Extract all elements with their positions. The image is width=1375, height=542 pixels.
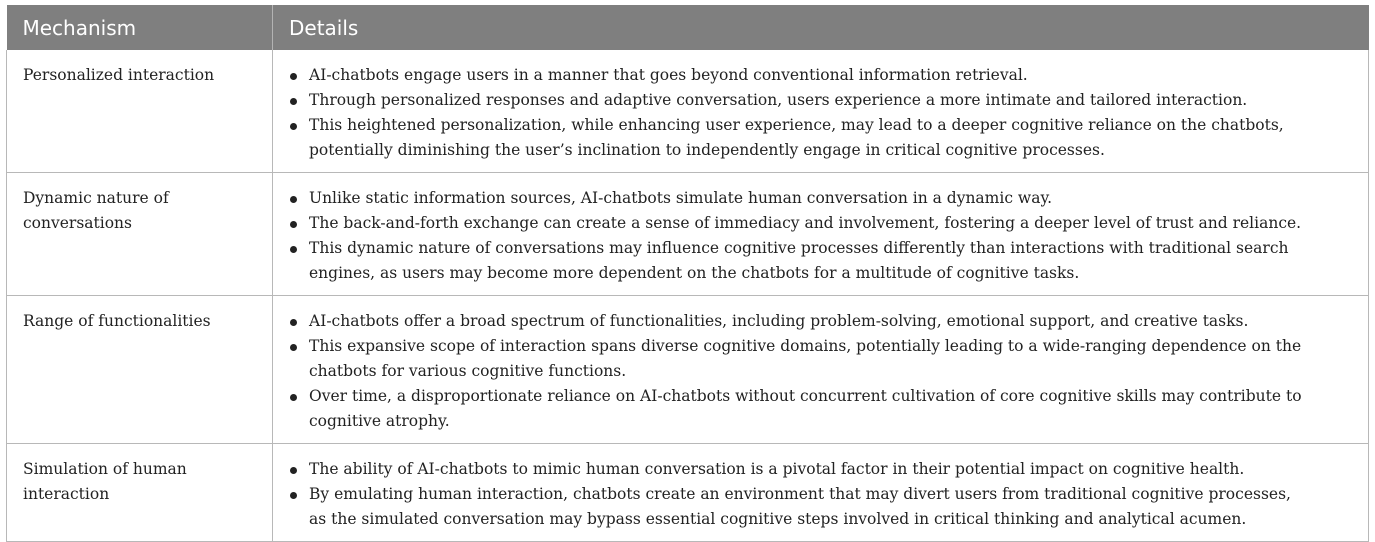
detail-item — [288, 309, 1306, 334]
details-cell — [273, 444, 1369, 542]
bullet-icon — [290, 344, 297, 351]
details-list — [288, 186, 1306, 286]
details-cell — [273, 296, 1369, 444]
detail-item — [288, 88, 1306, 113]
detail-item — [288, 63, 1306, 88]
bullet-icon — [290, 467, 297, 474]
mechanisms-table — [6, 5, 1369, 542]
bullet-icon — [290, 492, 297, 499]
details-list — [288, 63, 1306, 163]
mechanism-cell: Personalized interaction — [7, 50, 273, 173]
detail-text: The ability of AI-chatbots to mimic human conversation is a pivotal factor in their potential impact on cognitive health. — [309, 460, 1245, 478]
bullet-icon — [290, 319, 297, 326]
details-cell — [273, 173, 1369, 296]
bullet-icon — [290, 196, 297, 203]
detail-item — [288, 113, 1306, 163]
detail-text: Through personalized responses and adaptive conversation, users experience a more intimate and tailored interaction. — [309, 91, 1248, 109]
mechanism-cell: Simulation of human interaction — [7, 444, 273, 542]
bullet-icon — [290, 246, 297, 253]
detail-text: AI-chatbots engage users in a manner that goes beyond conventional information retrieval. — [309, 66, 1028, 84]
table-row — [7, 444, 1369, 542]
detail-item — [288, 186, 1306, 211]
details-list — [288, 457, 1306, 532]
header-details: Details — [273, 5, 1369, 50]
detail-text: AI-chatbots offer a broad spectrum of functionalities, including problem-solving, emotional support, and creative tasks. — [309, 312, 1249, 330]
detail-text: By emulating human interaction, chatbots create an environment that may divert users from traditional cognitive processes, as the simulated conversation may bypass essential cognitive steps involved in critical thinking and analytical acumen. — [309, 485, 1291, 528]
bullet-icon — [290, 394, 297, 401]
detail-text: The back-and-forth exchange can create a sense of immediacy and involvement, fostering a deeper level of trust and reliance. — [309, 214, 1302, 232]
detail-text: Over time, a disproportionate reliance on AI-chatbots without concurrent cultivation of core cognitive skills may contribute to cognitive atrophy. — [309, 387, 1302, 430]
bullet-icon — [290, 221, 297, 228]
header-row — [7, 5, 1369, 50]
detail-item — [288, 457, 1306, 482]
bullet-icon — [290, 123, 297, 130]
details-cell — [273, 50, 1369, 173]
detail-item — [288, 384, 1306, 434]
detail-item — [288, 482, 1306, 532]
detail-text: Unlike static information sources, AI-chatbots simulate human conversation in a dynamic way. — [309, 189, 1053, 207]
detail-text: This dynamic nature of conversations may influence cognitive processes differently than interactions with traditional search engines, as users may become more dependent on the chatbots for a multitude of cognitive tasks. — [309, 239, 1289, 282]
table-row — [7, 173, 1369, 296]
detail-text: This heightened personalization, while enhancing user experience, may lead to a deeper cognitive reliance on the chatbots, potentially diminishing the user’s inclination to independently engage in critical cognitive processes. — [309, 116, 1284, 159]
detail-item — [288, 236, 1306, 286]
detail-text: This expansive scope of interaction spans diverse cognitive domains, potentially leading to a wide-ranging dependence on the chatbots for various cognitive functions. — [309, 337, 1302, 380]
bullet-icon — [290, 98, 297, 105]
table-row — [7, 50, 1369, 173]
details-list — [288, 309, 1306, 434]
detail-item — [288, 334, 1306, 384]
detail-item — [288, 211, 1306, 236]
table-row — [7, 296, 1369, 444]
bullet-icon — [290, 73, 297, 80]
header-mechanism: Mechanism — [7, 5, 273, 50]
mechanism-cell: Dynamic nature of conversations — [7, 173, 273, 296]
mechanism-cell: Range of functionalities — [7, 296, 273, 444]
